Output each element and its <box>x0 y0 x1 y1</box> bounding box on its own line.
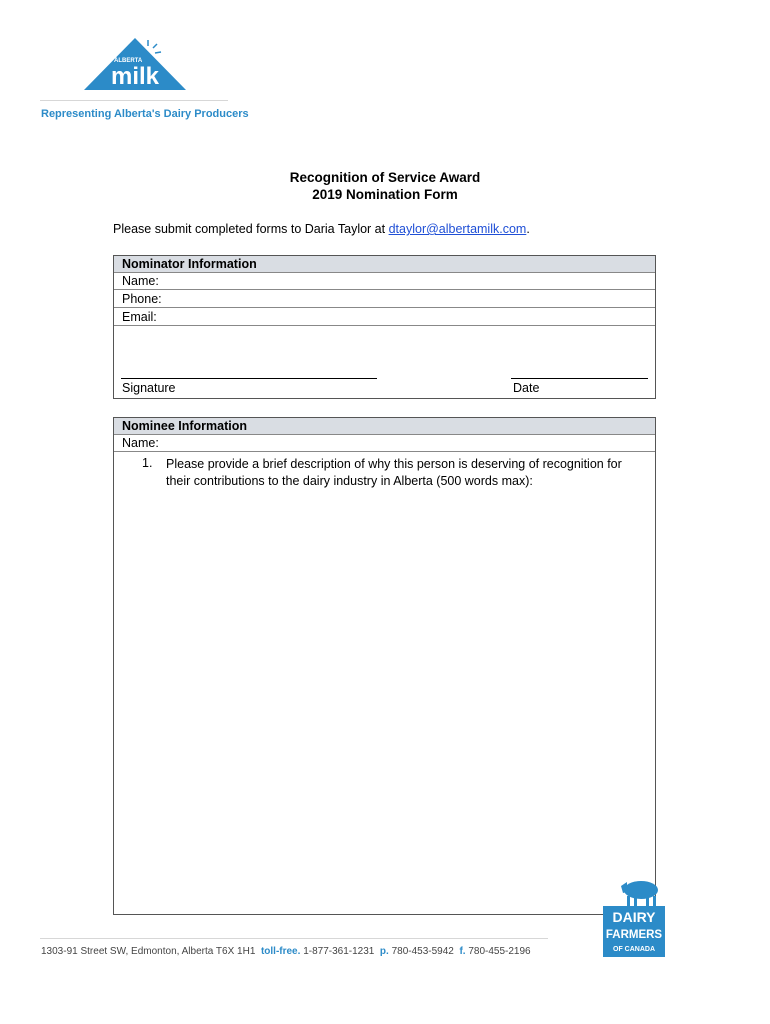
intro-text: Please submit completed forms to Daria Taylor at <box>113 222 389 236</box>
dfc-line1: DAIRY <box>612 909 656 925</box>
description-answer-area[interactable] <box>122 498 647 906</box>
dairy-farmers-of-canada-logo <box>603 876 667 960</box>
date-label: Date <box>513 381 540 395</box>
dfc-line2: FARMERS <box>605 929 663 941</box>
date-line[interactable] <box>511 378 648 379</box>
nominator-header: Nominator Information <box>114 256 655 273</box>
submission-instructions <box>113 222 530 236</box>
intro-suffix: . <box>526 222 530 236</box>
question-number: 1. <box>142 456 153 470</box>
footer-contact <box>41 946 531 957</box>
fax-label: f. <box>459 946 466 957</box>
nominator-phone-field[interactable] <box>114 291 655 308</box>
form-title: Recognition of Service Award <box>289 170 481 185</box>
email-link[interactable]: dtaylor@albertamilk.com <box>388 222 527 236</box>
tagline: Representing Alberta's Dairy Producers <box>41 108 249 120</box>
phone-label: p. <box>379 946 389 957</box>
logo-small-text: ALBERTA <box>114 58 143 64</box>
nominee-name-label: Name: <box>122 436 159 450</box>
logo-main-text: milk <box>110 63 160 90</box>
nominee-section <box>113 417 656 915</box>
nominator-name-label: Name: <box>122 274 159 288</box>
nominee-name-field[interactable] <box>114 435 655 452</box>
dfc-line3: OF CANADA <box>613 946 655 953</box>
form-subtitle: 2019 Nomination Form <box>312 187 458 202</box>
cow-icon <box>621 881 658 906</box>
question-text: Please provide a brief description of why this person is deserving of recognition for their contributions to the dairy industry in Alberta (500 words max): <box>166 457 622 488</box>
tollfree-number: 1-877-361-1231 <box>303 946 375 957</box>
footer-divider <box>40 938 548 939</box>
signature-label: Signature <box>122 381 176 395</box>
phone-number: 780-453-5942 <box>391 946 454 957</box>
nominator-section <box>113 255 656 399</box>
logo-divider <box>40 100 228 101</box>
nominator-email-field[interactable] <box>114 309 655 326</box>
signature-line[interactable] <box>121 378 377 379</box>
nominee-header: Nominee Information <box>114 418 655 435</box>
fax-number: 780-455-2196 <box>468 946 531 957</box>
nominator-name-field[interactable] <box>114 273 655 290</box>
nominator-email-label: Email: <box>122 310 157 324</box>
alberta-milk-logo <box>82 36 188 92</box>
nominator-phone-label: Phone: <box>122 292 162 306</box>
tollfree-label: toll-free. <box>260 946 301 957</box>
footer-address: 1303-91 Street SW, Edmonton, Alberta T6X 1H1 <box>41 946 256 957</box>
